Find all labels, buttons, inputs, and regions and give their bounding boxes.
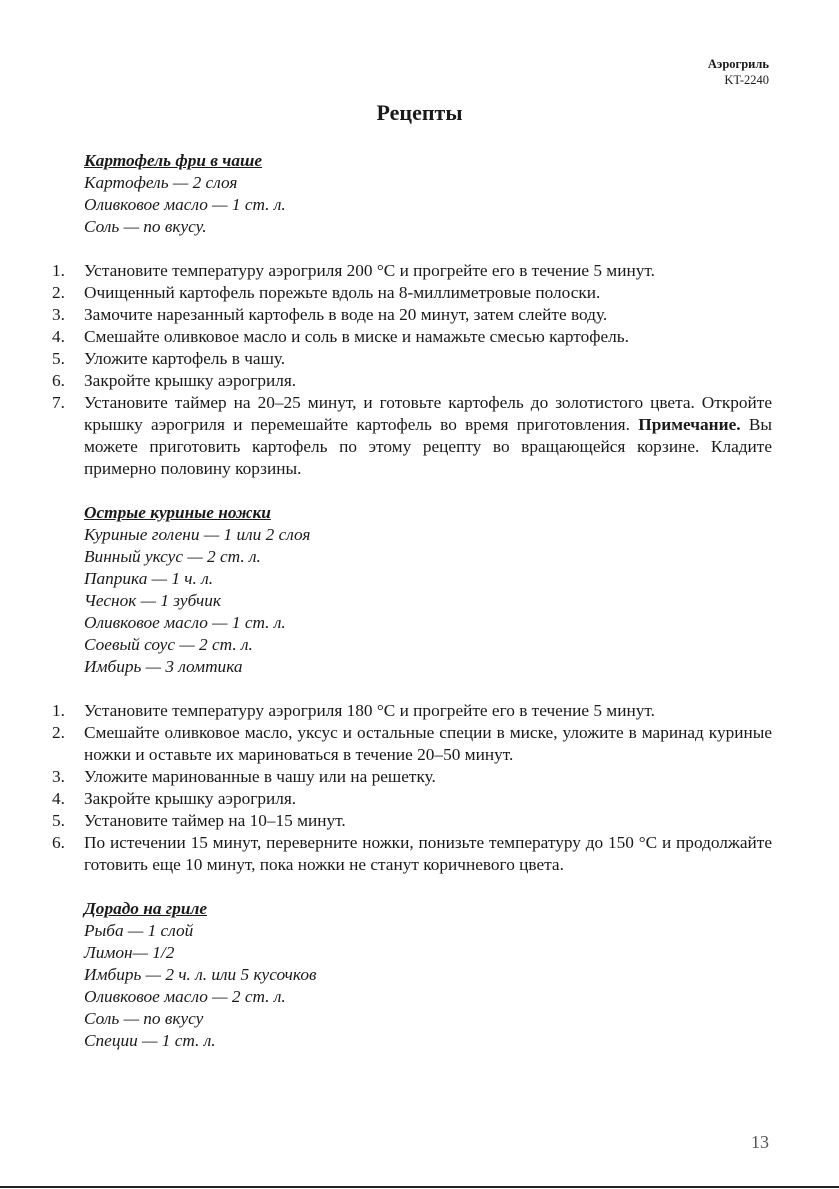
page-header bbox=[708, 56, 769, 88]
step bbox=[52, 326, 772, 348]
step bbox=[52, 304, 772, 326]
bottom-rule bbox=[0, 1186, 839, 1188]
ingredient: Картофель — 2 слоя bbox=[84, 173, 238, 192]
step bbox=[52, 700, 772, 722]
step bbox=[52, 722, 772, 766]
ingredient: Паприка — 1 ч. л. bbox=[84, 569, 214, 588]
step-text: Установите температуру аэрогриля 200 °C и прогрейте его в течение 5 минут. bbox=[84, 261, 655, 280]
ingredient: Соль — по вкусу. bbox=[84, 217, 207, 236]
ingredient: Имбирь — 2 ч. л. или 5 кусочков bbox=[84, 965, 317, 984]
step bbox=[52, 810, 772, 832]
step bbox=[52, 392, 772, 480]
ingredient: Винный уксус — 2 ст. л. bbox=[84, 547, 261, 566]
recipe-grilled-dorado bbox=[84, 898, 772, 1052]
recipe-title: Острые куриные ножки bbox=[84, 503, 271, 522]
step-text: Установите температуру аэрогриля 180 °C и прогрейте его в течение 5 минут. bbox=[84, 701, 655, 720]
step bbox=[52, 348, 772, 370]
step-text: Уложите картофель в чашу. bbox=[84, 349, 286, 368]
step-number: 5. bbox=[52, 349, 65, 368]
note-text: Вы можете приготовить картофель по этому рецепту во вращающейся корзине. Кладите примерно половину корзины. bbox=[84, 415, 772, 478]
steps-list bbox=[52, 700, 772, 876]
step-number: 2. bbox=[52, 723, 65, 742]
step-text: Установите таймер на 20–25 минут, и готовьте картофель до золотистого цвета. Откройте крышку аэрогриля и перемешайте картофель во время приготовления. bbox=[84, 393, 772, 434]
step-number: 4. bbox=[52, 327, 65, 346]
step bbox=[52, 766, 772, 788]
step-number: 6. bbox=[52, 371, 65, 390]
step-number: 1. bbox=[52, 701, 65, 720]
step-number: 1. bbox=[52, 261, 65, 280]
recipe-french-fries bbox=[52, 150, 772, 480]
step-text: По истечении 15 минут, переверните ножки, понизьте температуру до 150 °C и продолжайте готовить еще 10 минут, пока ножки не станут коричневого цвета. bbox=[84, 833, 772, 874]
recipe-title: Дорадо на гриле bbox=[84, 899, 207, 918]
step bbox=[52, 832, 772, 876]
step-number: 3. bbox=[52, 767, 65, 786]
ingredient: Оливковое масло — 2 ст. л. bbox=[84, 987, 286, 1006]
step-text: Очищенный картофель порежьте вдоль на 8-миллиметровые полоски. bbox=[84, 283, 601, 302]
step-text: Смешайте оливковое масло, уксус и остальные специи в миске, уложите в маринад куриные ножки и оставьте их мариноваться в течение 20–50 минут. bbox=[84, 723, 772, 764]
step-text: Замочите нарезанный картофель в воде на 20 минут, затем слейте воду. bbox=[84, 305, 608, 324]
step bbox=[52, 260, 772, 282]
step-text: Закройте крышку аэрогриля. bbox=[84, 789, 297, 808]
step bbox=[52, 282, 772, 304]
step-text: Уложите маринованные в чашу или на решетку. bbox=[84, 767, 436, 786]
ingredient: Рыба — 1 слой bbox=[84, 921, 194, 940]
step-text: Установите таймер на 10–15 минут. bbox=[84, 811, 346, 830]
ingredient: Оливковое масло — 1 ст. л. bbox=[84, 613, 286, 632]
ingredient: Соевый соус — 2 ст. л. bbox=[84, 635, 253, 654]
page-title: Рецепты bbox=[376, 100, 463, 125]
step-number: 6. bbox=[52, 833, 65, 852]
step-number: 2. bbox=[52, 283, 65, 302]
ingredient: Специи — 1 ст. л. bbox=[84, 1031, 216, 1050]
page-number: 13 bbox=[751, 1132, 769, 1152]
ingredient: Куриные голени — 1 или 2 слоя bbox=[84, 525, 311, 544]
ingredient: Оливковое масло — 1 ст. л. bbox=[84, 195, 286, 214]
ingredient: Чеснок — 1 зубчик bbox=[84, 591, 222, 610]
step-number: 3. bbox=[52, 305, 65, 324]
step bbox=[52, 370, 772, 392]
ingredient: Лимон— 1/2 bbox=[84, 943, 175, 962]
recipe-spicy-chicken-legs bbox=[52, 502, 772, 876]
step-text: Смешайте оливковое масло и соль в миске и намажьте смесью картофель. bbox=[84, 327, 629, 346]
ingredient: Имбирь — 3 ломтика bbox=[84, 657, 243, 676]
steps-list bbox=[52, 260, 772, 480]
header-brand: Аэрогриль bbox=[707, 57, 769, 71]
document-body bbox=[52, 150, 772, 1052]
step-number: 4. bbox=[52, 789, 65, 808]
note-label: Примечание. bbox=[638, 415, 741, 434]
ingredient: Соль — по вкусу bbox=[84, 1009, 204, 1028]
recipe-title: Картофель фри в чаше bbox=[84, 151, 263, 170]
step bbox=[52, 788, 772, 810]
header-model: KT-2240 bbox=[724, 73, 769, 87]
step-number: 7. bbox=[52, 393, 65, 412]
step-text: Закройте крышку аэрогриля. bbox=[84, 371, 297, 390]
step-number: 5. bbox=[52, 811, 65, 830]
